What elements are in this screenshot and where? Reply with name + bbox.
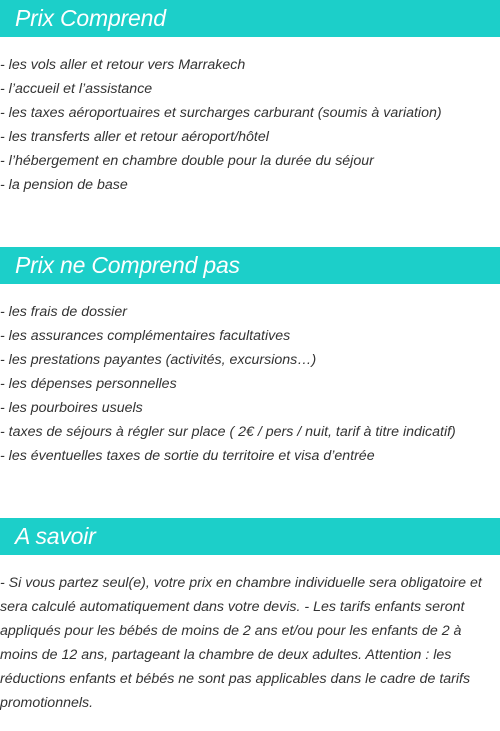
list-item: - les éventuelles taxes de sortie du territoire et visa d’entrée (0, 448, 375, 464)
list-item: - les taxes aéroportuaires et surcharges carburant (soumis à variation) (0, 105, 442, 121)
excluded-list (0, 300, 500, 468)
list-item: - l’hébergement en chambre double pour la durée du séjour (0, 153, 374, 169)
list-item: - les transferts aller et retour aéroport/hôtel (0, 129, 269, 145)
list-item: - la pension de base (0, 177, 128, 193)
section-title: A savoir (15, 523, 96, 549)
included-list (0, 53, 500, 197)
list-item: - les assurances complémentaires facultatives (0, 328, 291, 344)
section-title: Prix Comprend (15, 5, 166, 31)
list-item: - les dépenses personnelles (0, 376, 177, 392)
list-item: - l’accueil et l’assistance (0, 81, 153, 97)
section-header-prix-ne-comprend-pas (0, 247, 500, 284)
section-title: Prix ne Comprend pas (15, 252, 240, 278)
list-item: - les vols aller et retour vers Marrakech (0, 57, 246, 73)
list-item: - les pourboires usuels (0, 400, 143, 416)
section-header-a-savoir (0, 518, 500, 555)
list-item: - les prestations payantes (activités, excursions…) (0, 352, 317, 368)
list-item: - taxes de séjours à régler sur place ( 2€ / pers / nuit, tarif à titre indicatif) (0, 424, 456, 440)
section-header-prix-comprend (0, 0, 500, 37)
info-paragraph: - Si vous partez seul(e), votre prix en chambre individuelle sera obligatoire et sera calculé automatiquement dans votre devis. - Les tarifs enfants seront appliqués pour les bébés de moins de 2 ans et/ou pour les enfants de 2 à moins de 12 ans, partageant la chambre de deux adultes. Attention : les réductions enfants et bébés ne sont pas applicables dans le cadre de tarifs promotionnels. (0, 575, 482, 711)
list-item: - les frais de dossier (0, 304, 127, 320)
